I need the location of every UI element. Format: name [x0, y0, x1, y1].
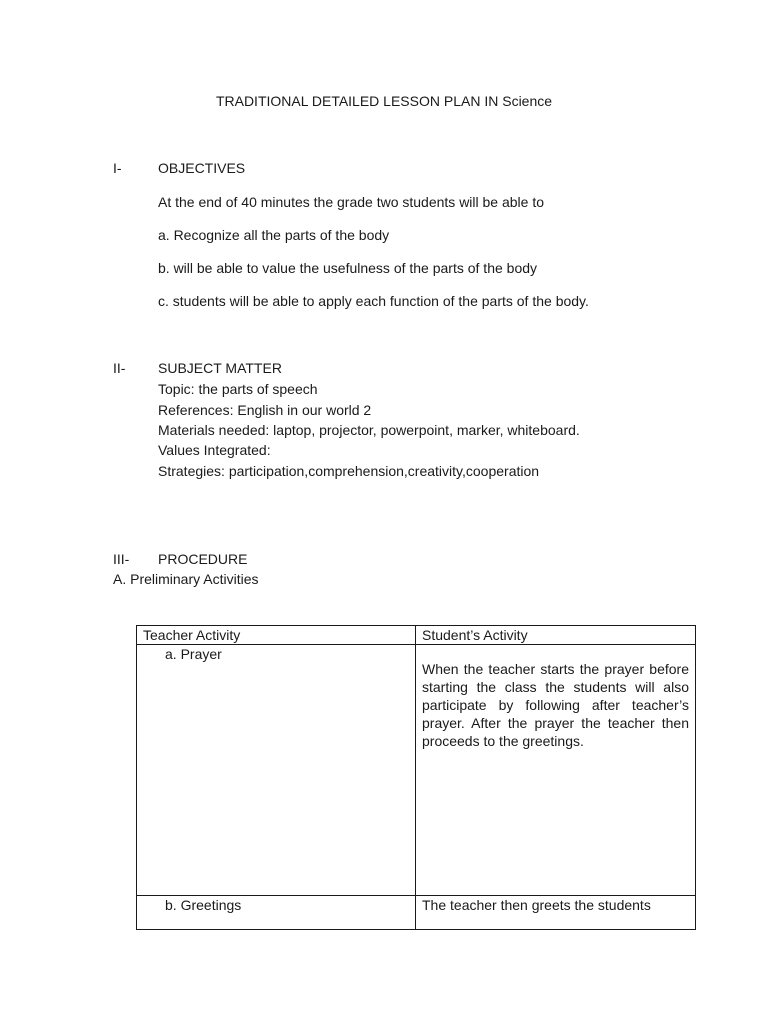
procedure-heading: PROCEDURE: [158, 551, 248, 567]
table-cell-teacher: [137, 896, 416, 930]
document-title: TRADITIONAL DETAILED LESSON PLAN IN Science: [215, 93, 553, 109]
cell-spacer: [422, 645, 689, 660]
table-header-student: Student’s Activity: [416, 626, 696, 645]
preliminary-activities-heading: A. Preliminary Activities: [113, 571, 259, 587]
activities-table: [136, 625, 696, 930]
table-row: [137, 645, 696, 896]
objective-item: a. Recognize all the parts of the body: [158, 227, 390, 243]
subject-matter-topic: Topic: the parts of speech: [158, 381, 318, 397]
table-cell-student: [416, 645, 696, 896]
objectives-numeral: I-: [113, 160, 122, 176]
subject-matter-strategies: Strategies: participation,comprehension,creativity,cooperation: [158, 463, 540, 479]
objective-item: c. students will be able to apply each function of the parts of the body.: [158, 293, 589, 309]
subject-matter-numeral: II-: [113, 360, 126, 376]
student-activity-greetings: The teacher then greets the students: [422, 897, 651, 913]
subject-matter-values: Values Integrated:: [158, 442, 271, 458]
objectives-heading: OBJECTIVES: [158, 160, 246, 176]
table-header-teacher: Teacher Activity: [137, 626, 416, 645]
table-row: [137, 896, 696, 930]
procedure-numeral: III-: [113, 551, 130, 567]
table-cell-student: [416, 896, 696, 930]
objectives-intro: At the end of 40 minutes the grade two students will be able to: [158, 194, 545, 210]
table-cell-teacher: [137, 645, 416, 896]
subject-matter-heading: SUBJECT MATTER: [158, 360, 282, 376]
student-activity-prayer: When the teacher starts the prayer before starting the class the students will also participate by following after teacher’s prayer. After the prayer the teacher then proceeds to the greetings.: [422, 661, 689, 749]
subject-matter-references: References: English in our world 2: [158, 402, 372, 418]
table-header-row: [137, 626, 696, 645]
objective-item: b. will be able to value the usefulness of the parts of the body: [158, 260, 538, 276]
subject-matter-materials: Materials needed: laptop, projector, powerpoint, marker, whiteboard.: [158, 422, 580, 438]
teacher-activity-greetings: b. Greetings: [165, 897, 242, 913]
teacher-activity-prayer: a. Prayer: [165, 646, 222, 662]
